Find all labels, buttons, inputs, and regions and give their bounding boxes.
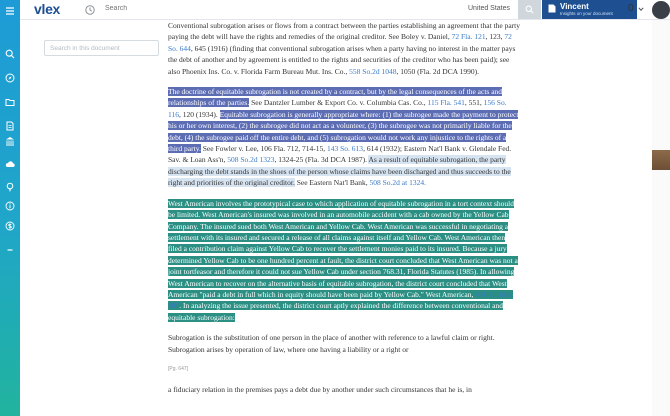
citation-link[interactable]: 115 Fla. 541: [427, 98, 465, 108]
highlight[interactable]: As a result of equitable subrogation, the party discharging the debt stands in the shoes of the person whose claims have been discharged and thus succeeds to the right and priorities of the original creditor.: [168, 155, 511, 188]
menu-icon[interactable]: [3, 4, 17, 18]
paragraph-west-american: [168, 198, 520, 323]
user-menu[interactable]: 0: [628, 3, 634, 14]
folder-icon[interactable]: [3, 95, 17, 109]
citation-link[interactable]: 72 Fla. 121: [451, 32, 486, 42]
paragraph-conventional-subrogation: Conventional subrogation arises or flows from a contract between the parties establishing an agreement that the party paying the debt will have the rights and remedies of the original creditor. See Boley v. Daniel, 72 Fla. 121, 123, 72 So. 644, 645 (1916) (finding that conventional subrogation arises when a party having no interest in the matter pays the debt of another and by agreement is entitled to the rights and securities of the creditor who has been paid); see also Phoenix Ins. Co. v. Florida Farm Bureau Mut. Ins. Co., 558 So.2d 1048, 1050 (Fla. 2d DCA 1990).: [168, 21, 520, 76]
more-icon[interactable]: [3, 243, 17, 257]
thumbnail-image[interactable]: [652, 150, 670, 170]
bank-icon[interactable]: [3, 134, 17, 148]
paragraph-subrogation-definition: Subrogation is the substitution of one person in the place of another with reference to a lawful claim or right. Subrogation arises by operation of law, where one having a liability or a right or: [168, 333, 495, 354]
highlight[interactable]: . In analyzing the issue presented, the district court aptly explained the difference between conventional and equitable subrogation:: [168, 301, 503, 322]
citation-link[interactable]: 143 So. 613: [327, 144, 364, 154]
history-icon[interactable]: [84, 4, 96, 16]
search-icon[interactable]: [3, 47, 17, 61]
citation-link[interactable]: 508 So.2d at 1324.: [369, 178, 426, 188]
left-nav-rail: [0, 0, 20, 416]
vlex-logo[interactable]: vlex: [34, 1, 61, 17]
citation-link[interactable]: 508 So.2d 1323: [227, 155, 275, 165]
search-input[interactable]: [105, 5, 405, 12]
paragraph-equitable-subrogation: The doctrine of equitable subrogation is not created by a contract, but by the legal consequences of the acts and relationships of the parties. See Dantzler Lumber & Export Co. v. Columbia Cas. Co., 115 Fla. 541, 551, 156 So. 116, 120 (1934). Equitable subrogation is generally appropriate where: (1) the subrogee made the payment to protect his or her own interest, (2) the subrogee did not act as a volunteer, (3) the subrogee was not primarily liable for the debt, (4) the subrogee paid off the entire debt, and (5) subrogation would not work any injustice to the rights of a third party. See Fowler v. Lee, 106 Fla. 712, 714-15, 143 So. 613, 614 (1932); Eastern Nat'l Bank v. Glendale Fed. Sav. & Loan Ass'n, 508 So.2d 1323, 1324-25 (Fla. 3d DCA 1987). As a result of equitable subrogation, the party discharging the debt stands in the shoes of the person whose claims have been discharged and thus succeeds to the right and priorities of the original creditor. See Eastern Nat'l Bank, 508 So.2d at 1324.: [168, 87, 519, 188]
vincent-button[interactable]: [542, 0, 637, 19]
info-icon[interactable]: [3, 199, 17, 213]
lightbulb-icon[interactable]: [3, 180, 17, 194]
citation-link[interactable]: 156 So. 116: [168, 98, 507, 119]
avatar[interactable]: [652, 1, 670, 19]
document-icon[interactable]: [3, 119, 17, 133]
cloud-icon[interactable]: [3, 157, 17, 171]
document-search-input[interactable]: [44, 40, 159, 56]
dollar-icon[interactable]: [3, 219, 17, 233]
citation-link[interactable]: 72 So. 644: [168, 32, 512, 53]
highlight[interactable]: West American involves the prototypical case to which application of equitable subrogation in a tort context should be limited. West American's insured was involved in an automobile accident with a cab owned by the Yellow Cab Company. The insured sued both West American and Yellow Cab. West American was successful in negotiating a settlement with its insured and secured a release of all claims against itself and Yellow Cab. West American then filed a contribution claim against Yellow Cab to recover the settlement monies paid to its insured. Because a jury determined Yellow Cab to be one hundred percent at fault, the district court concluded that West American was not a joint tortfeasor and therefore it could not sue Yellow Cab under section 768.31, Florida Statutes (1985). In allowing West American to recover on the alternative basis of equitable subrogation, the district court concluded that West American "paid a debt in full which in equity should have been paid by Yellow Cab." West American,: [168, 198, 518, 299]
paragraph-fiduciary: a fiduciary relation in the premises pays a debt due by another under such circumstances that he is, in: [168, 385, 472, 395]
top-bar: [20, 0, 670, 20]
highlight[interactable]: The doctrine of equitable subrogation is not created by a contract, but by the legal consequences of the acts and relationships of the parties.: [168, 87, 503, 108]
vincent-subtitle: Insights on your document: [560, 11, 613, 16]
chevron-down-icon[interactable]: [638, 6, 644, 12]
page-marker: [Pg. 647]: [168, 365, 189, 372]
citation-link[interactable]: 491 So.2d at 207: [168, 289, 513, 311]
document-icon: [548, 4, 556, 13]
country-selector[interactable]: United States: [468, 5, 511, 12]
search-button[interactable]: [518, 0, 541, 19]
citation-link[interactable]: 558 So.2d 1048: [349, 66, 397, 76]
document-body: [168, 20, 520, 405]
compass-icon[interactable]: [3, 71, 17, 85]
right-rail: [652, 20, 670, 416]
vincent-label: Vincent: [560, 2, 589, 11]
search-icon: [525, 5, 534, 14]
highlight[interactable]: Equitable subrogation is generally appropriate where: (1) the subrogee made the payment to protect his or her own interest, (2) the subrogee did not act as a volunteer, (3) the subrogee was not primarily liable for the debt, (4) the subrogee paid off the entire debt, and (5) subrogation would not work any injustice to the rights of a third party.: [168, 109, 519, 154]
